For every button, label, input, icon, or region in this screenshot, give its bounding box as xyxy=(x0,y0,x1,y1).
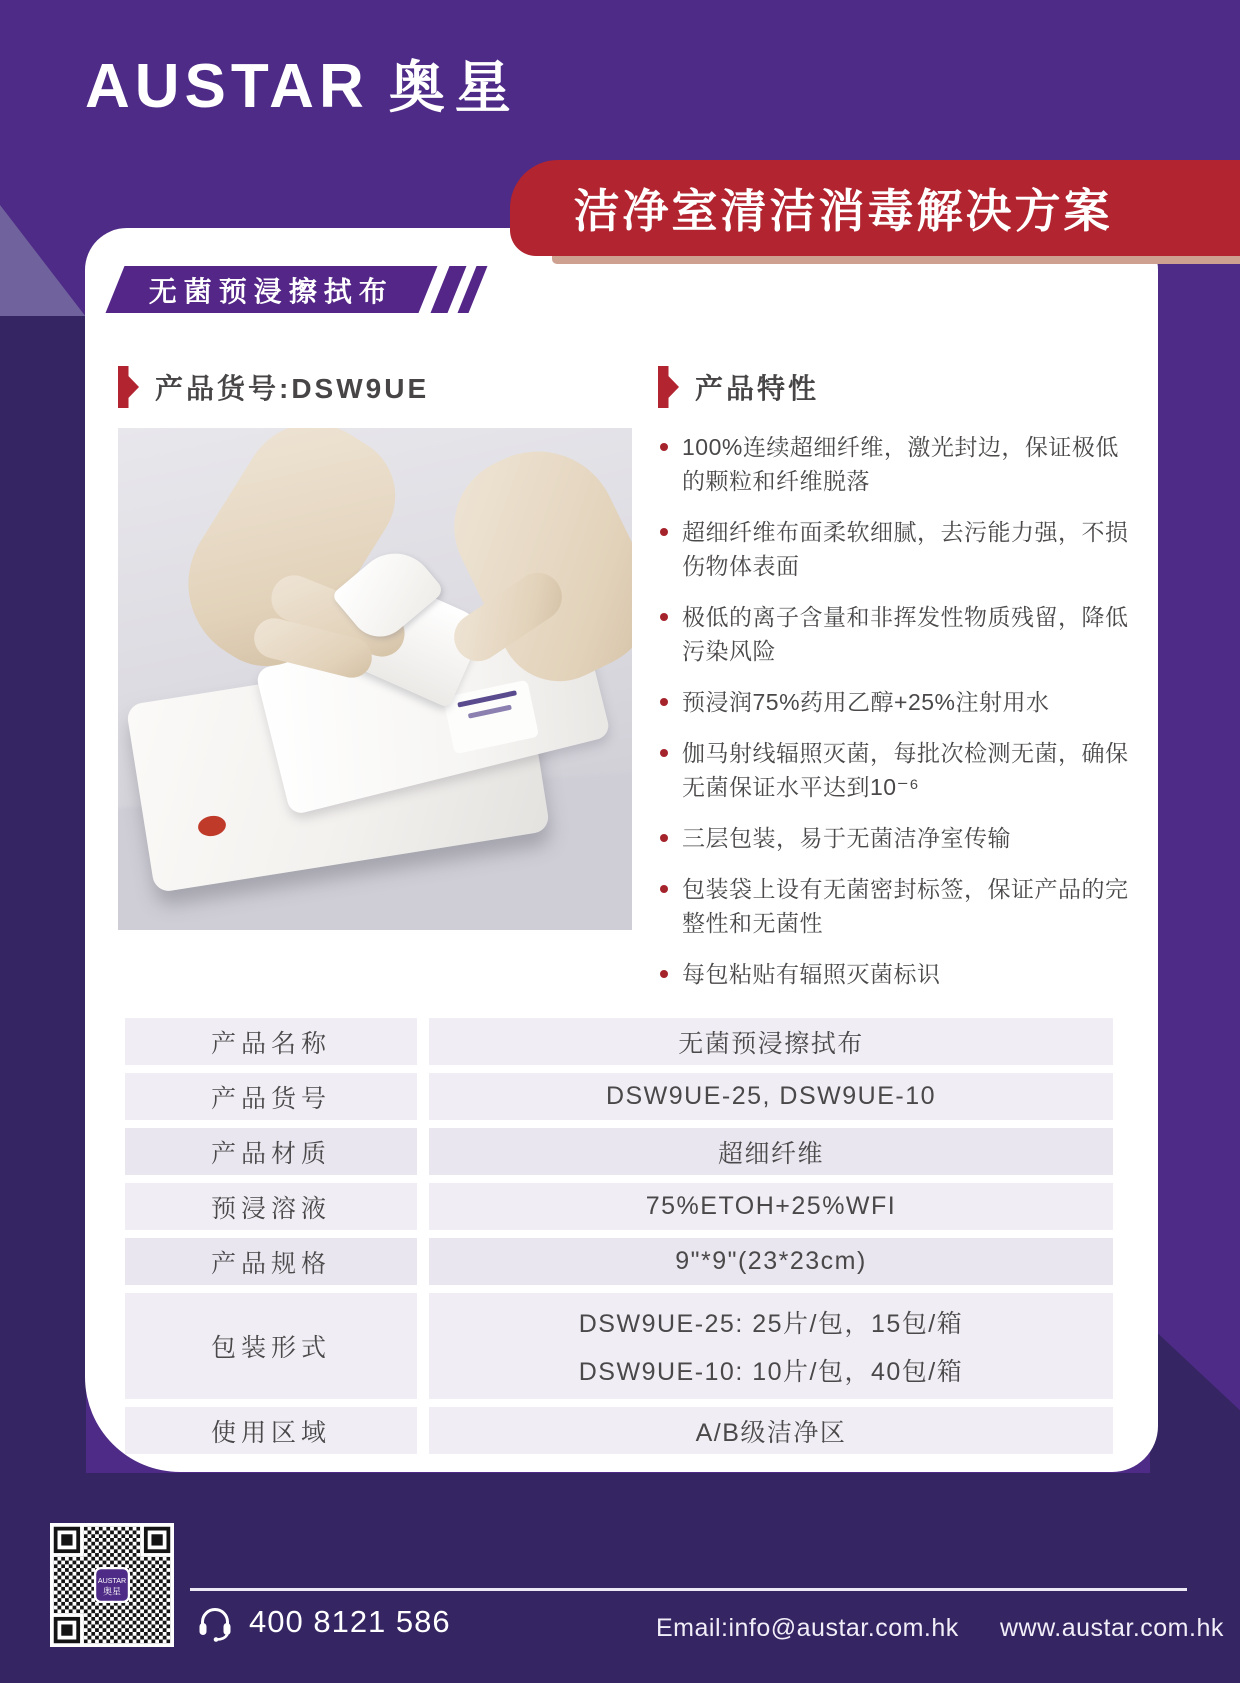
feature-text: 极低的离子含量和非挥发性物质残留，降低污染风险 xyxy=(682,604,1129,664)
features-list xyxy=(658,430,1130,1008)
qr-logo-text: AUSTAR xyxy=(97,1577,127,1586)
spec-value: DSW9UE-25, DSW9UE-10 xyxy=(429,1073,1113,1120)
product-photo xyxy=(118,428,632,930)
hotline[interactable] xyxy=(195,1602,451,1642)
product-badge-label: 无菌预浸擦拭布 xyxy=(149,275,395,307)
website-link[interactable]: www.austar.com.hk xyxy=(1000,1614,1224,1642)
spec-label: 预浸溶液 xyxy=(125,1183,417,1230)
banner-shadow-strip xyxy=(552,255,1240,264)
banner-title: 洁净室清洁消毒解决方案 xyxy=(573,185,1113,237)
feature-text: 预浸润75%药用乙醇+25%注射用水 xyxy=(682,689,1050,715)
spec-value-line: DSW9UE-10: 10片/包，40包/箱 xyxy=(578,1357,964,1386)
spec-label: 产品名称 xyxy=(125,1018,417,1065)
product-badge xyxy=(115,266,478,313)
table-row xyxy=(125,1073,1113,1120)
bullet-dot-icon xyxy=(660,970,668,978)
feature-text: 100%连续超细纤维，激光封边，保证极低的颗粒和纤维脱落 xyxy=(682,434,1119,494)
bg-dark-left-band xyxy=(0,316,86,1476)
qr-code-image xyxy=(50,1523,174,1647)
brand-logo-chinese: 奥星 xyxy=(388,56,521,119)
table-row xyxy=(125,1183,1113,1230)
bullet-dot-icon xyxy=(660,749,668,757)
email-link[interactable]: Email:info@austar.com.hk xyxy=(656,1614,959,1642)
footer-divider xyxy=(190,1588,1187,1591)
feature-item xyxy=(658,872,1130,940)
feature-item xyxy=(658,821,1130,855)
bg-light-wedge xyxy=(0,205,86,317)
phone-number: 400 8121 586 xyxy=(249,1604,451,1639)
bullet-dot-icon xyxy=(660,613,668,621)
feature-text: 伽马射线辐照灭菌，每批次检测无菌，确保无菌保证水平达到10⁻⁶ xyxy=(682,740,1129,800)
spec-value: A/B级洁净区 xyxy=(429,1407,1113,1454)
feature-item xyxy=(658,685,1130,719)
spec-label: 产品材质 xyxy=(125,1128,417,1175)
bg-dark-corner-triangle xyxy=(1150,1326,1240,1474)
feature-text: 超细纤维布面柔软细腻，去污能力强，不损伤物体表面 xyxy=(682,519,1129,579)
spec-value: 75%ETOH+25%WFI xyxy=(429,1183,1113,1230)
bullet-dot-icon xyxy=(660,885,668,893)
spec-table xyxy=(125,1018,1113,1462)
red-flag-icon xyxy=(658,366,679,408)
spec-value: 9"*9"(23*23cm) xyxy=(429,1238,1113,1285)
features-heading xyxy=(658,366,819,408)
features-heading-text: 产品特性 xyxy=(695,373,820,404)
table-row xyxy=(125,1128,1113,1175)
spec-value: 超细纤维 xyxy=(429,1128,1113,1175)
feature-item xyxy=(658,430,1130,498)
bullet-dot-icon xyxy=(660,698,668,706)
feature-text: 包装袋上设有无菌密封标签，保证产品的完整性和无菌性 xyxy=(682,876,1129,936)
table-row xyxy=(125,1407,1113,1454)
feature-item xyxy=(658,600,1130,668)
spec-label: 产品货号 xyxy=(125,1073,417,1120)
wechat-qr-code[interactable] xyxy=(50,1523,174,1647)
table-row xyxy=(125,1238,1113,1285)
solution-banner xyxy=(510,160,1240,256)
qr-logo-text-cn: 奥星 xyxy=(102,1586,122,1597)
bullet-dot-icon xyxy=(660,528,668,536)
spec-label: 产品规格 xyxy=(125,1238,417,1285)
bg-dark-footer-band xyxy=(0,1473,1240,1683)
table-row xyxy=(125,1293,1113,1399)
sku-heading-text: 产品货号:DSW9UE xyxy=(155,373,430,404)
spec-label: 包装形式 xyxy=(125,1293,417,1399)
red-flag-icon xyxy=(118,366,139,408)
bullet-dot-icon xyxy=(660,443,668,451)
brand-logo xyxy=(85,44,521,124)
brand-logo-latin: AUSTAR xyxy=(85,52,369,121)
feature-item xyxy=(658,957,1130,991)
bullet-dot-icon xyxy=(660,834,668,842)
spec-value-line: DSW9UE-25: 25片/包，15包/箱 xyxy=(578,1310,964,1339)
spec-label: 使用区域 xyxy=(125,1407,417,1454)
feature-text: 三层包装，易于无菌洁净室传输 xyxy=(682,825,1011,851)
feature-item xyxy=(658,515,1130,583)
spec-value xyxy=(429,1293,1113,1399)
headset-icon xyxy=(195,1602,235,1642)
product-badge-shape xyxy=(106,266,438,313)
sku-heading xyxy=(118,366,429,408)
feature-text: 每包粘贴有辐照灭菌标识 xyxy=(682,961,941,987)
table-row xyxy=(125,1018,1113,1065)
feature-item xyxy=(658,736,1130,804)
spec-value: 无菌预浸擦拭布 xyxy=(429,1018,1113,1065)
